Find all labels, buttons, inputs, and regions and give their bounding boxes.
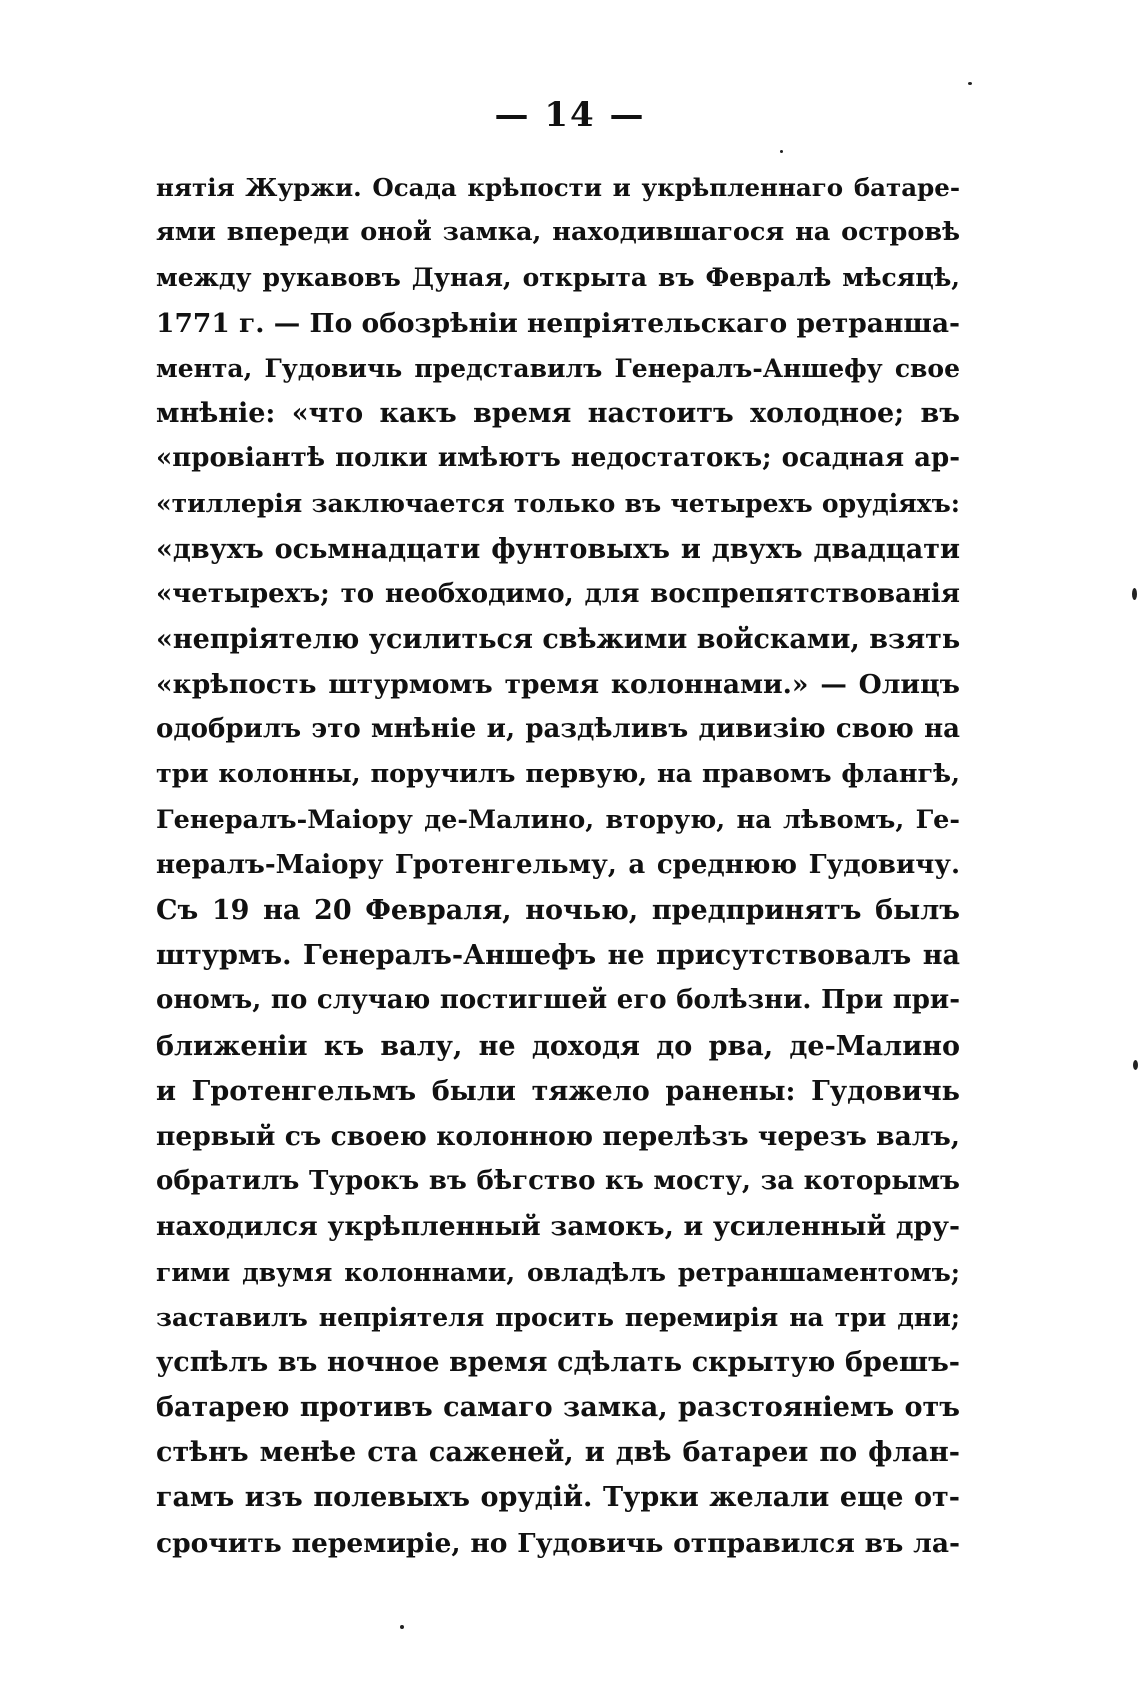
page-number: — 14 — <box>494 95 646 135</box>
body-text <box>156 165 960 1566</box>
text-line: гими двумя колоннами, овладѣлъ ретраншаментомъ; <box>156 1257 960 1287</box>
text-line: стѣнъ менѣе ста саженей, и двѣ батареи по флан- <box>156 1437 960 1469</box>
text-line: между рукавовъ Дуная, открыта въ Февралѣ мѣсяцѣ, <box>156 263 960 293</box>
text-line: и Гротенгельмъ были тяжело ранены: Гудовичь <box>156 1075 960 1107</box>
text-line: нятія Журжи. Осада крѣпости и укрѣпленнаго батаре- <box>156 173 960 202</box>
scan-speck <box>1133 1060 1138 1070</box>
text-line: первый съ своею колонною перелѣзъ черезъ валъ, <box>156 1120 960 1152</box>
text-line: ономъ, по случаю постигшей его болѣзни. При при- <box>156 985 960 1016</box>
scan-speck <box>1132 588 1137 600</box>
text-line: заставилъ непріятеля просить перемирія на три дни; <box>156 1302 960 1332</box>
text-line: 1771 г. — По обозрѣніи непріятельскаго ретранша- <box>156 307 960 339</box>
text-line: «тиллерія заключается только въ четырехъ орудіяхъ: <box>156 489 960 519</box>
text-line: «крѣпость штурмомъ тремя колоннами.» — Олицъ <box>156 669 960 701</box>
text-line: батарею противъ самаго замка, разстояніемъ отъ <box>156 1392 960 1424</box>
text-line: Генералъ-Маіору де-Малино, вторую, на лѣвомъ, Ге- <box>156 804 960 835</box>
text-line: мента, Гудовичь представилъ Генералъ-Аншефу свое <box>156 353 960 383</box>
scan-speck <box>968 82 972 85</box>
text-line: штурмъ. Генералъ-Аншефъ не присутствовалъ на <box>156 940 960 972</box>
text-line: находился укрѣпленный замокъ, и усиленный дру- <box>156 1211 960 1243</box>
text-line: три колонны, поручилъ первую, на правомъ флангѣ, <box>156 759 960 790</box>
text-line: срочить перемиріе, но Гудовичь отправился въ ла- <box>156 1527 960 1559</box>
text-line: нералъ-Маіору Гротенгельму, а среднюю Гудовичу. <box>156 849 960 880</box>
text-line: ями впереди оной замка, находившагося на островѣ <box>156 217 960 248</box>
text-line: одобрилъ это мнѣніе и, раздѣливъ дивизію свою на <box>156 714 960 745</box>
text-line: «двухъ осьмнадцати фунтовыхъ и двухъ двадцати <box>156 533 960 565</box>
text-line: мнѣніе: «что какъ время настоитъ холодное; въ <box>156 397 960 429</box>
text-line: обратилъ Турокъ въ бѣгство къ мосту, за которымъ <box>156 1166 960 1197</box>
scan-speck <box>780 150 783 153</box>
text-line: гамъ изъ полевыхъ орудій. Турки желали еще от- <box>156 1482 960 1514</box>
text-line: «четырехъ; то необходимо, для воспрепятствованія <box>156 578 960 609</box>
text-line: успѣлъ въ ночное время сдѣлать скрытую брешъ- <box>156 1346 960 1378</box>
text-line: «непріятелю усилиться свѣжими войсками, взять <box>156 623 960 655</box>
text-line: Съ 19 на 20 Февраля, ночью, предпринятъ былъ <box>156 895 960 926</box>
text-line: ближеніи къ валу, не доходя до рва, де-Малино <box>156 1030 960 1062</box>
scan-speck <box>400 1625 404 1629</box>
text-line: «провіантѣ полки имѣютъ недостатокъ; осадная ар- <box>156 443 960 474</box>
